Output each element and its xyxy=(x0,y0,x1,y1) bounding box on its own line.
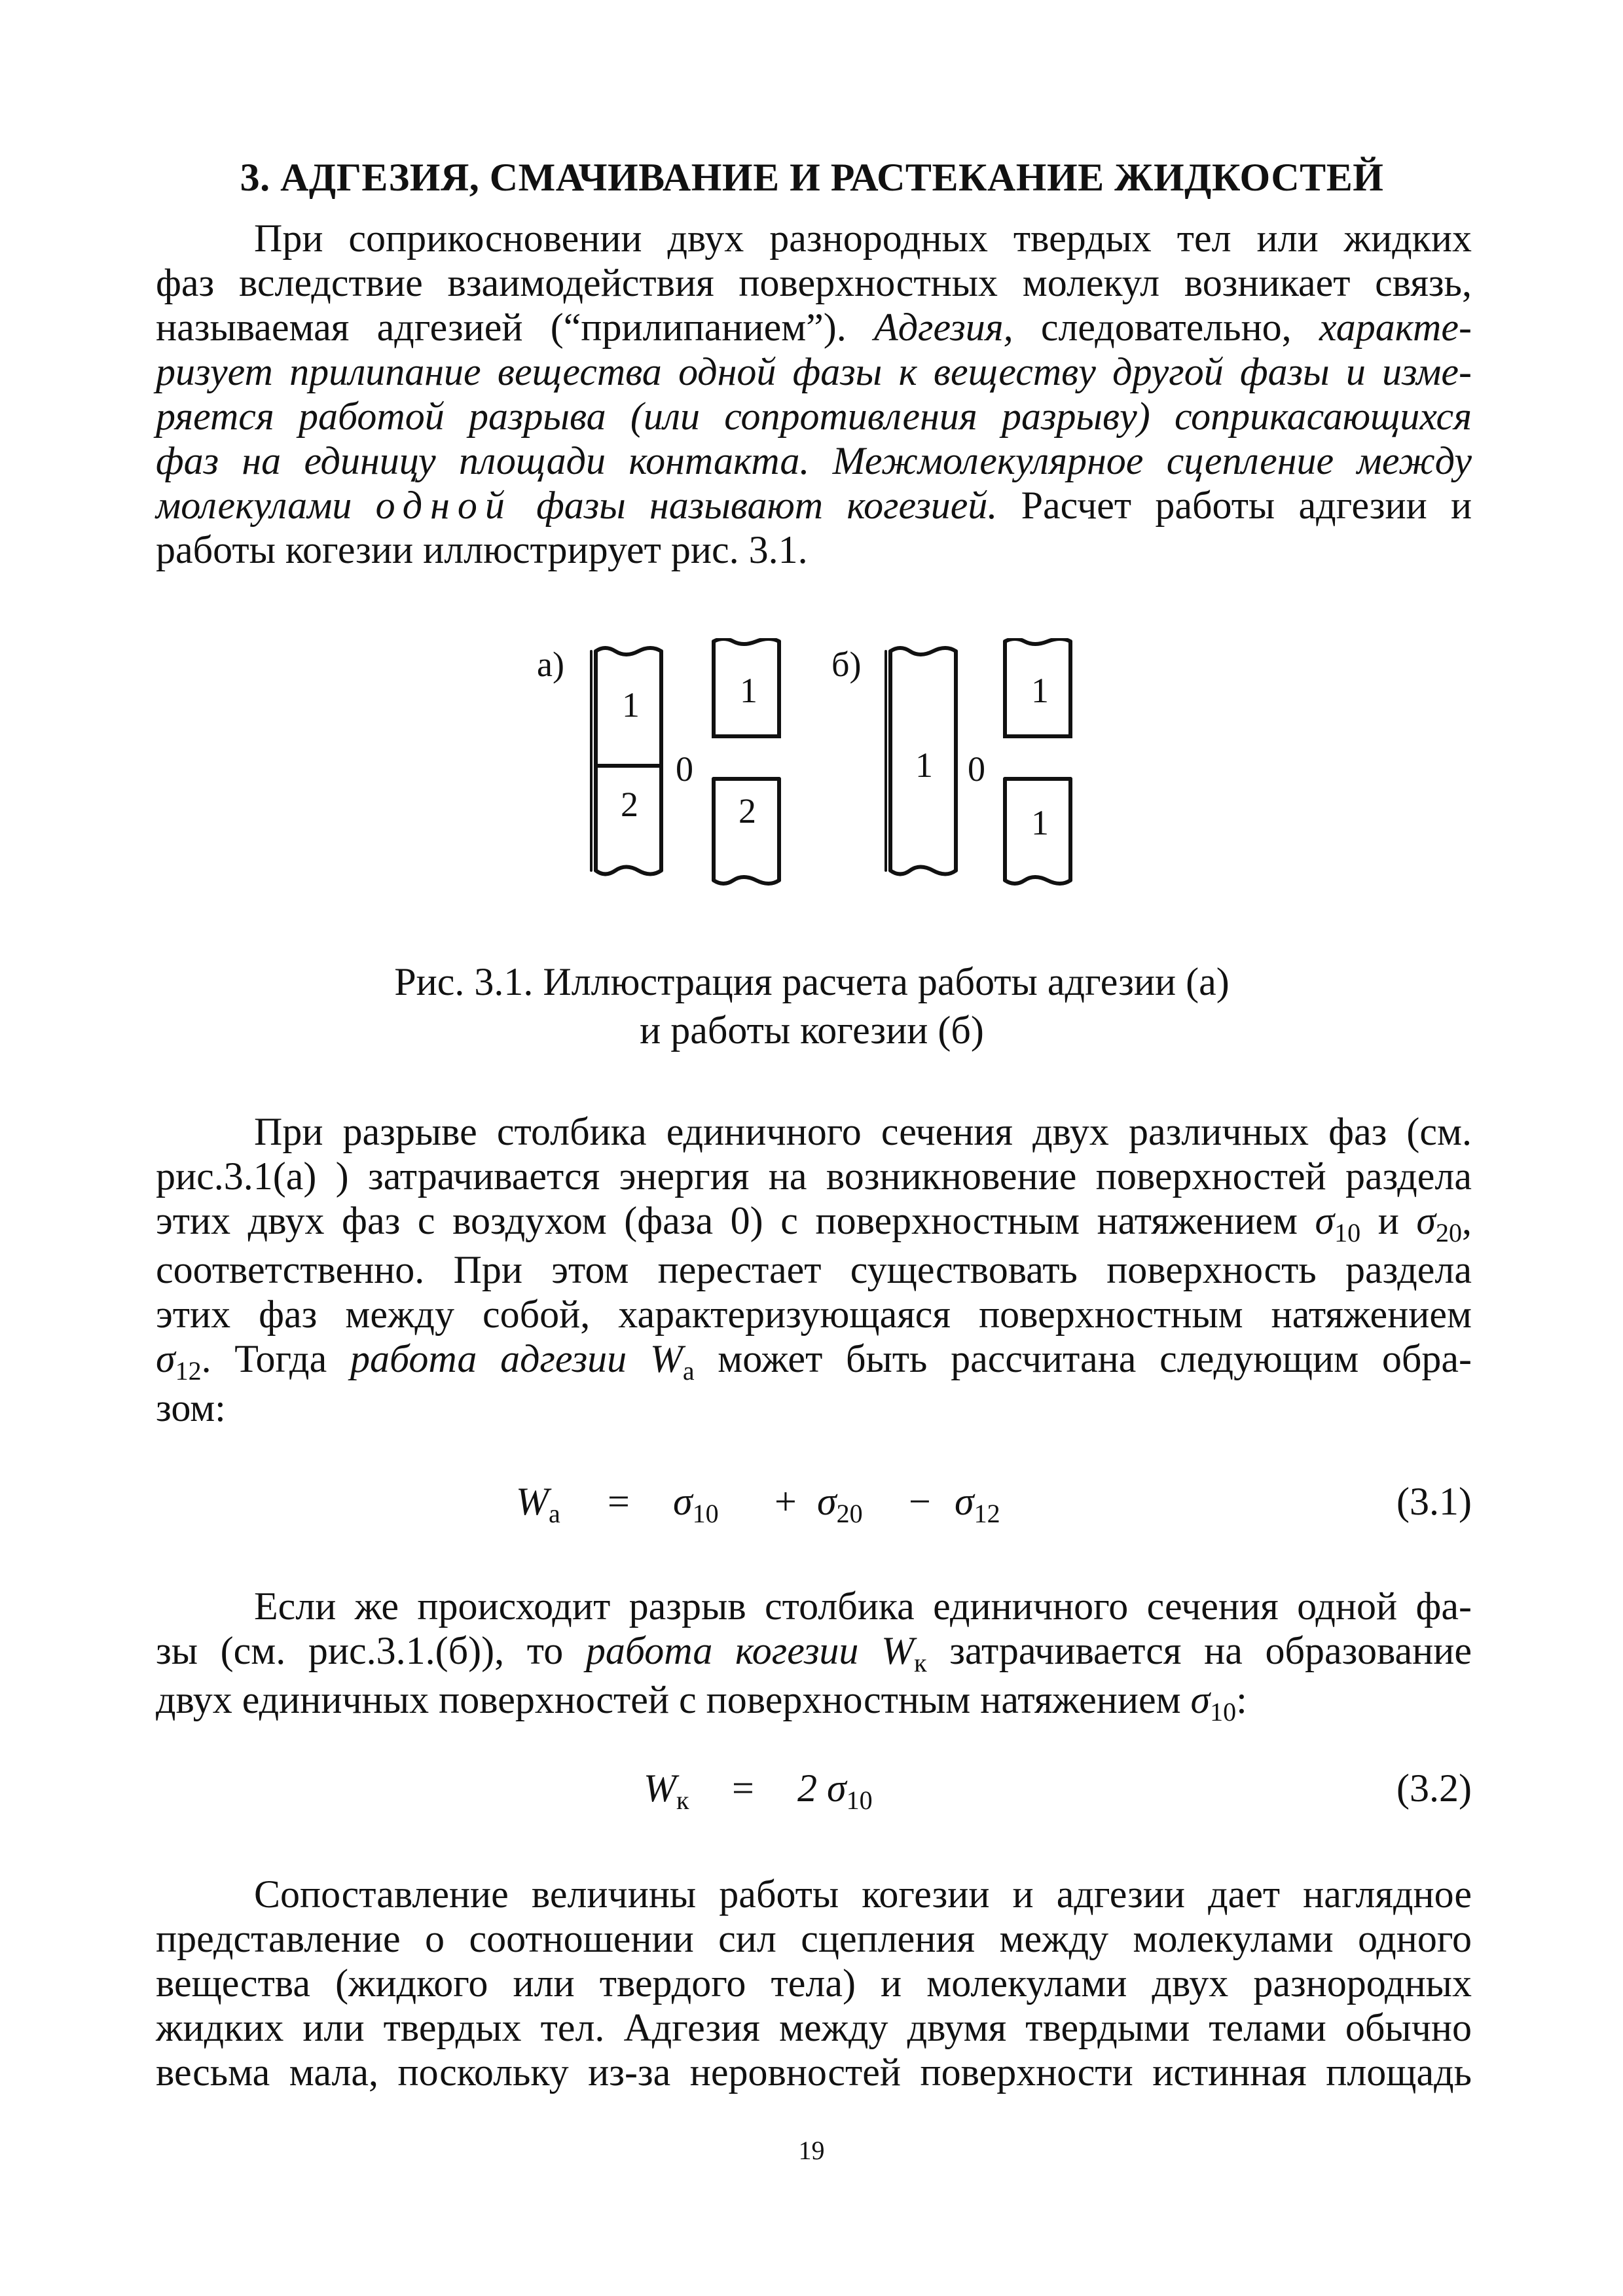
caption-line: Рис. 3.1. Иллюстрация расчета работы адгезии (а) xyxy=(394,960,1230,1003)
figure-label-a: а) xyxy=(537,645,564,684)
figure-b-sep-top: 1 xyxy=(1031,671,1049,710)
figure-a-gap: 0 xyxy=(676,749,693,789)
text-line: весьма мала, поскольку из-за неровностей поверхности истинная площадь xyxy=(156,2051,1472,2094)
text-line: зы (см. рис.3.1.(б)), то работа когезии $W_к$ затрачивается на образование xyxy=(156,1629,1472,1677)
figure-a-sep-bottom: 2 xyxy=(739,791,756,831)
figure-a-sep-top: 1 xyxy=(740,671,757,710)
figure-b-gap: 0 xyxy=(968,749,985,789)
figure-3-1 xyxy=(524,638,1100,903)
paragraph-comparison xyxy=(156,1872,1472,2094)
text-line: соответственно. При этом перестает существовать поверхность раздела xyxy=(156,1248,1472,1291)
paragraph-cohesion xyxy=(156,1584,1472,1727)
text-line: При разрыве столбика единичного сечения двух различных фаз (см. xyxy=(254,1110,1472,1153)
text-line: Сопоставление величины работы когезии и адгезии дает наглядное xyxy=(254,1873,1472,1916)
figure-b-sep-bottom: 1 xyxy=(1031,803,1049,842)
caption-line: и работы когезии (б) xyxy=(640,1009,984,1052)
paragraph-adhesion xyxy=(156,1109,1472,1430)
text-line: работы когезии иллюстрирует рис. 3.1. xyxy=(156,528,808,571)
section-heading: 3. АДГЕЗИЯ, СМАЧИВАНИЕ И РАСТЕКАНИЕ ЖИДКОСТЕЙ xyxy=(240,156,1384,199)
formula-3-2: $W_к$ = 2 $\sigma_{10}$ (3.2) xyxy=(644,1767,1472,1815)
figure-b-block: 1 xyxy=(915,745,933,785)
text-line: представление о соотношении сил сцепления между молекулами одного xyxy=(156,1917,1472,1960)
equation-number: (3.1) xyxy=(1396,1480,1472,1523)
formula-3-1: $W_a$ = $\sigma_{10}$ + $\sigma_{20}$ − $\sigma_{12}$ (3.1) xyxy=(516,1480,1472,1528)
paragraph-intro xyxy=(156,216,1472,572)
text-line: этих двух фаз с воздухом (фаза 0) с поверхностным натяжением $\sigma_{10}$ и $\sigma_{20}$, xyxy=(156,1199,1472,1247)
equation-number: (3.2) xyxy=(1396,1767,1472,1810)
text-line: называемая адгезией (“прилипанием”). Адгезия, следовательно, характе- xyxy=(156,306,1472,349)
text-line: фаз на единицу площади контакта. Межмолекулярное сцепление между xyxy=(156,439,1472,482)
text-line: двух единичных поверхностей с поверхностным натяжением $\sigma_{10}$: xyxy=(156,1678,1247,1727)
figure-a-block-top: 1 xyxy=(622,685,640,725)
figure-a-block-bottom: 2 xyxy=(621,785,638,824)
text-line: молекулами одной фазы называют когезией. Расчет работы адгезии и xyxy=(156,484,1472,527)
page-number: 19 xyxy=(798,2136,825,2165)
text-line: этих фаз между собой, характеризующаяся поверхностным натяжением xyxy=(156,1293,1472,1336)
figure-caption xyxy=(157,958,1467,1054)
text-line: вещества (жидкого или твердого тела) и молекулами двух разнородных xyxy=(156,1962,1472,2005)
text-line: зом: xyxy=(156,1386,226,1429)
text-line: рис.3.1(а) ) затрачивается энергия на возникновение поверхностей раздела xyxy=(156,1155,1472,1198)
text-line: ризует прилипание вещества одной фазы к веществу другой фазы и изме- xyxy=(156,350,1472,393)
text-line: Если же происходит разрыв столбика единичного сечения одной фа- xyxy=(254,1585,1472,1628)
text-line: ряется работой разрыва (или сопротивления разрыву) соприкасающихся xyxy=(156,395,1472,438)
text-line: При соприкосновении двух разнородных твердых тел или жидких xyxy=(254,217,1472,260)
figure-label-b: б) xyxy=(831,645,862,684)
text-line: фаз вследствие взаимодействия поверхностных молекул возникает связь, xyxy=(156,261,1472,304)
text-line: жидких или твердых тел. Адгезия между двумя твердыми телами обычно xyxy=(156,2006,1472,2049)
text-line: $\sigma_{12}$. Тогда работа адгезии $W_a$ может быть рассчитана следующим обра- xyxy=(156,1337,1472,1386)
